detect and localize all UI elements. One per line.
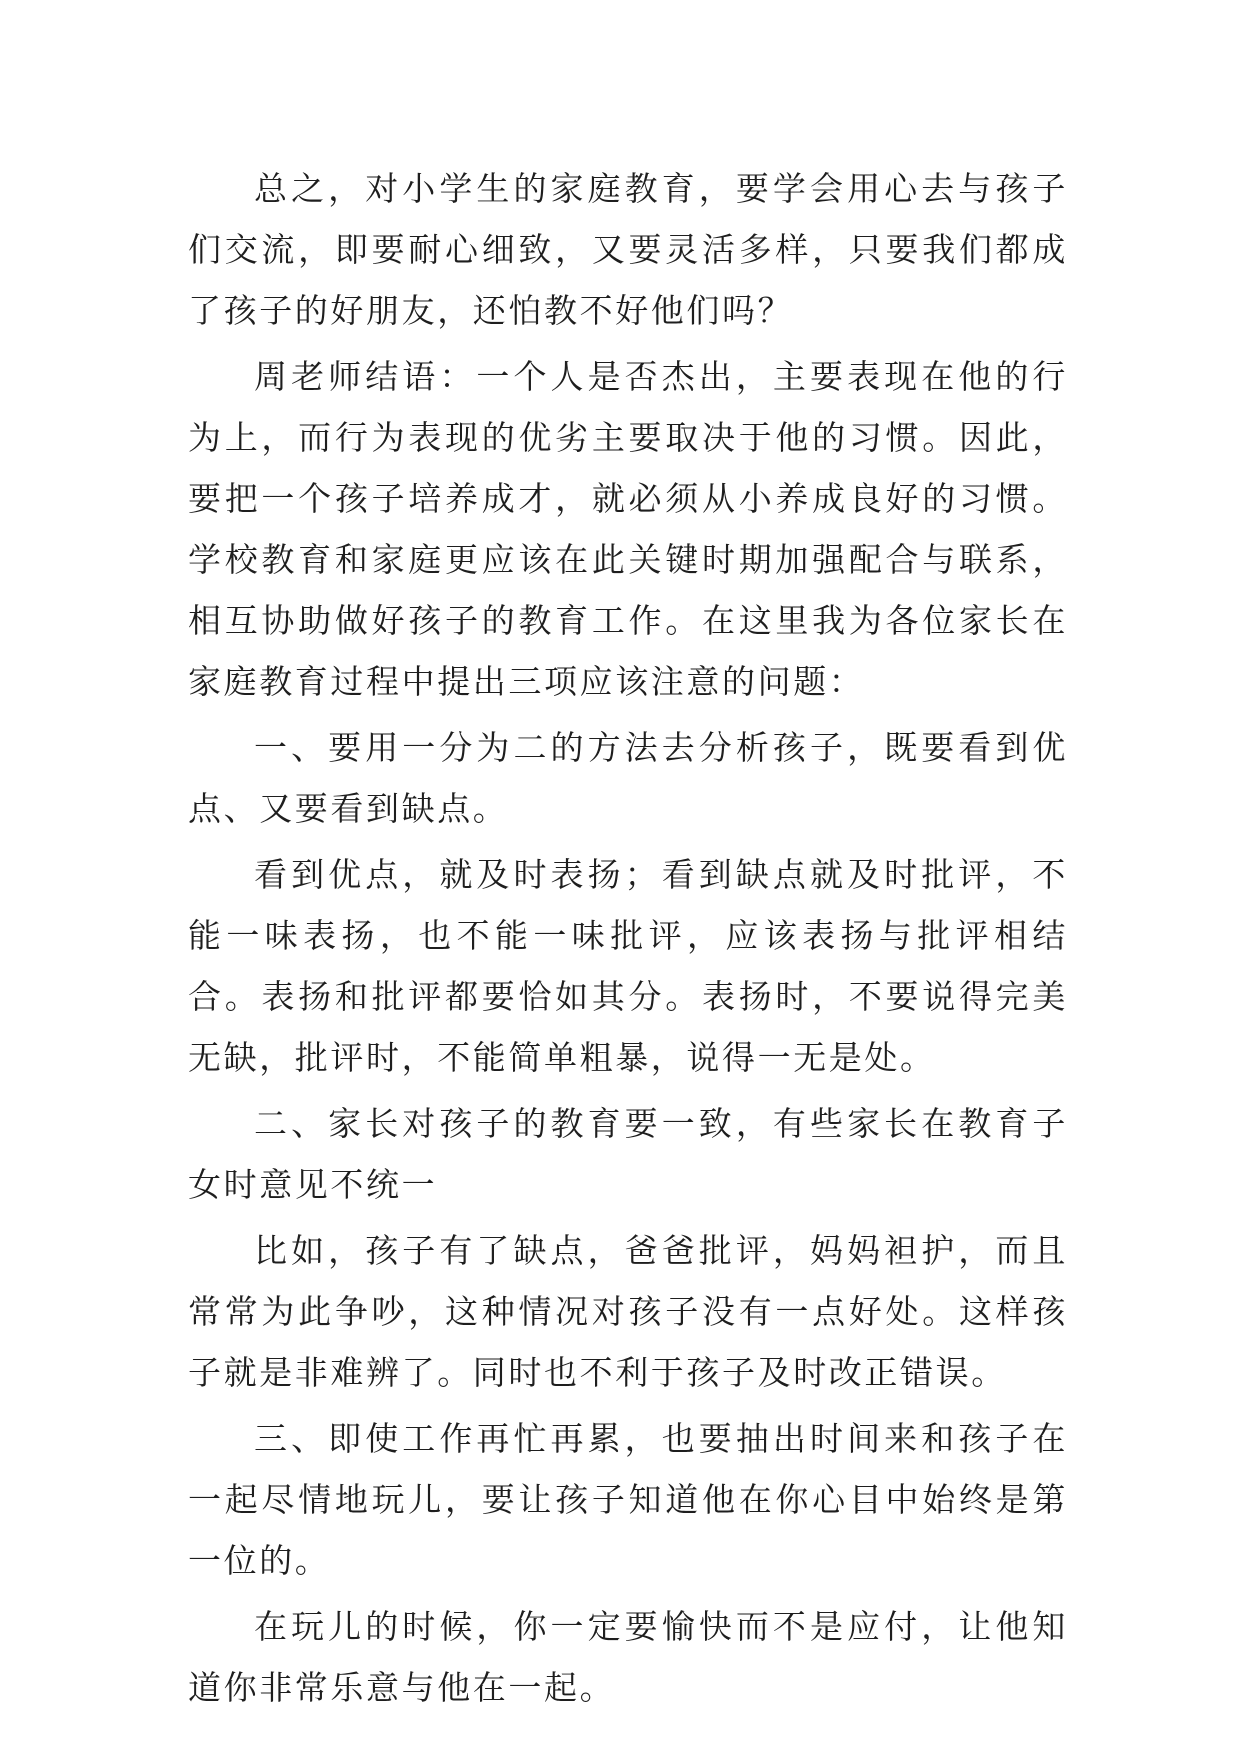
paragraph-point-one-detail: 看到优点，就及时表扬；看到缺点就及时批评，不能一味表扬，也不能一味批评，应该表扬与批评相结合。表扬和批评都要恰如其分。表扬时，不要说得完美无缺，批评时，不能简单粗暴，说得一无是处。 bbox=[188, 855, 1068, 1077]
paragraph-point-three-detail: 在玩儿的时候，你一定要愉快而不是应付，让他知道你非常乐意与他在一起。 bbox=[188, 1607, 1068, 1707]
paragraph-point-three: 三、即使工作再忙再累，也要抽出时间来和孩子在一起尽情地玩儿，要让孩子知道他在你心目中始终是第一位的。 bbox=[188, 1419, 1068, 1580]
paragraph-point-two: 二、家长对孩子的教育要一致，有些家长在教育子女时意见不统一 bbox=[188, 1104, 1068, 1204]
document-body bbox=[188, 158, 1068, 1723]
paragraph-point-one: 一、要用一分为二的方法去分析孩子，既要看到优点、又要看到缺点。 bbox=[188, 728, 1068, 828]
paragraph-teacher-conclusion: 周老师结语：一个人是否杰出，主要表现在他的行为上，而行为表现的优劣主要取决于他的习惯。因此，要把一个孩子培养成才，就必须从小养成良好的习惯。学校教育和家庭更应该在此关键时期加强配合与联系，相互协助做好孩子的教育工作。在这里我为各位家长在家庭教育过程中提出三项应该注意的问题： bbox=[188, 357, 1068, 701]
paragraph-point-two-detail: 比如，孩子有了缺点，爸爸批评，妈妈袒护，而且常常为此争吵，这种情况对孩子没有一点好处。这样孩子就是非难辨了。同时也不利于孩子及时改正错误。 bbox=[188, 1231, 1068, 1392]
paragraph-summary: 总之，对小学生的家庭教育，要学会用心去与孩子们交流，即要耐心细致，又要灵活多样，只要我们都成了孩子的好朋友，还怕教不好他们吗？ bbox=[188, 169, 1068, 330]
